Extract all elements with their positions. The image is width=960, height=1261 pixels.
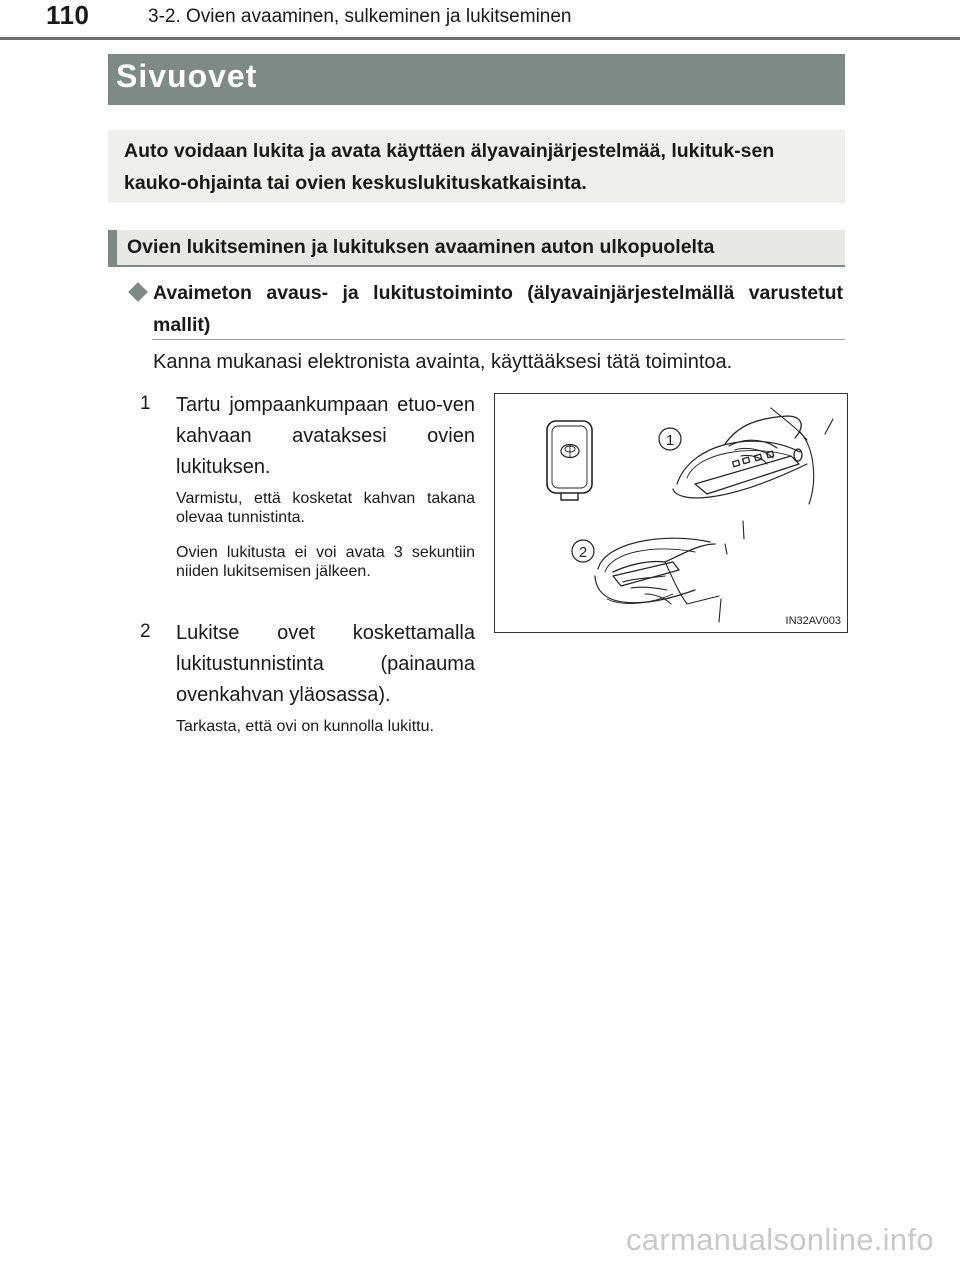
- step-note: Tarkasta, että ovi on kunnolla lukittu.: [176, 718, 434, 735]
- header-divider: [0, 37, 960, 40]
- step-number: 2: [140, 621, 151, 642]
- chapter-title: 3-2. Ovien avaaminen, sulkeminen ja lukitseminen: [148, 6, 572, 27]
- section-bar-accent: [108, 230, 117, 266]
- step-note: Ovien lukitusta ei voi avata 3 sekuntiin niiden lukitsemisen jälkeen.: [176, 544, 475, 580]
- callout-1: [659, 428, 681, 450]
- section-bar-rule: [108, 265, 845, 267]
- callout-2-label: 2: [578, 544, 588, 561]
- watermark: carmanualsonline.info: [626, 1222, 934, 1257]
- callout-2: [572, 540, 594, 562]
- subsection-heading: Avaimeton avaus- ja lukitustoiminto (älyavainjärjestelmällä varustetut mallit): [153, 282, 843, 336]
- hand-icon: [725, 408, 807, 464]
- callout-1-label: 1: [665, 432, 675, 449]
- figure-code: IN32AV003: [785, 615, 841, 627]
- step-number: 1: [140, 393, 151, 414]
- page-title: Sivuovet: [116, 58, 258, 94]
- page-number: 110: [46, 0, 90, 30]
- subsection-divider: [152, 339, 845, 340]
- step-note: Varmistu, että kosketat kahvan takana olevaa tunnistinta.: [176, 490, 475, 526]
- intro-text: Auto voidaan lukita ja avata käyttäen älyavainjärjestelmää, lukituk-sen kauko-ohjainta tai ovien keskuslukituskatkaisinta.: [124, 140, 775, 194]
- lead-paragraph: Kanna mukanasi elektronista avainta, käyttääksesi tätä toimintoa.: [153, 351, 733, 373]
- front-door-handle-icon: [673, 419, 833, 504]
- section-heading: Ovien lukitseminen ja lukituksen avaaminen auton ulkopuolelta: [127, 236, 715, 258]
- step-text: Tartu jompaankumpaan etuo-ven kahvaan avataksesi ovien lukituksen.: [176, 394, 475, 478]
- diamond-bullet-icon: [128, 282, 148, 302]
- step-text: Lukitse ovet koskettamalla lukitustunnistinta (painauma ovenkahvan yläosassa).: [176, 622, 475, 706]
- smart-key-icon: [547, 421, 592, 500]
- door-handle-illustration: [494, 393, 848, 633]
